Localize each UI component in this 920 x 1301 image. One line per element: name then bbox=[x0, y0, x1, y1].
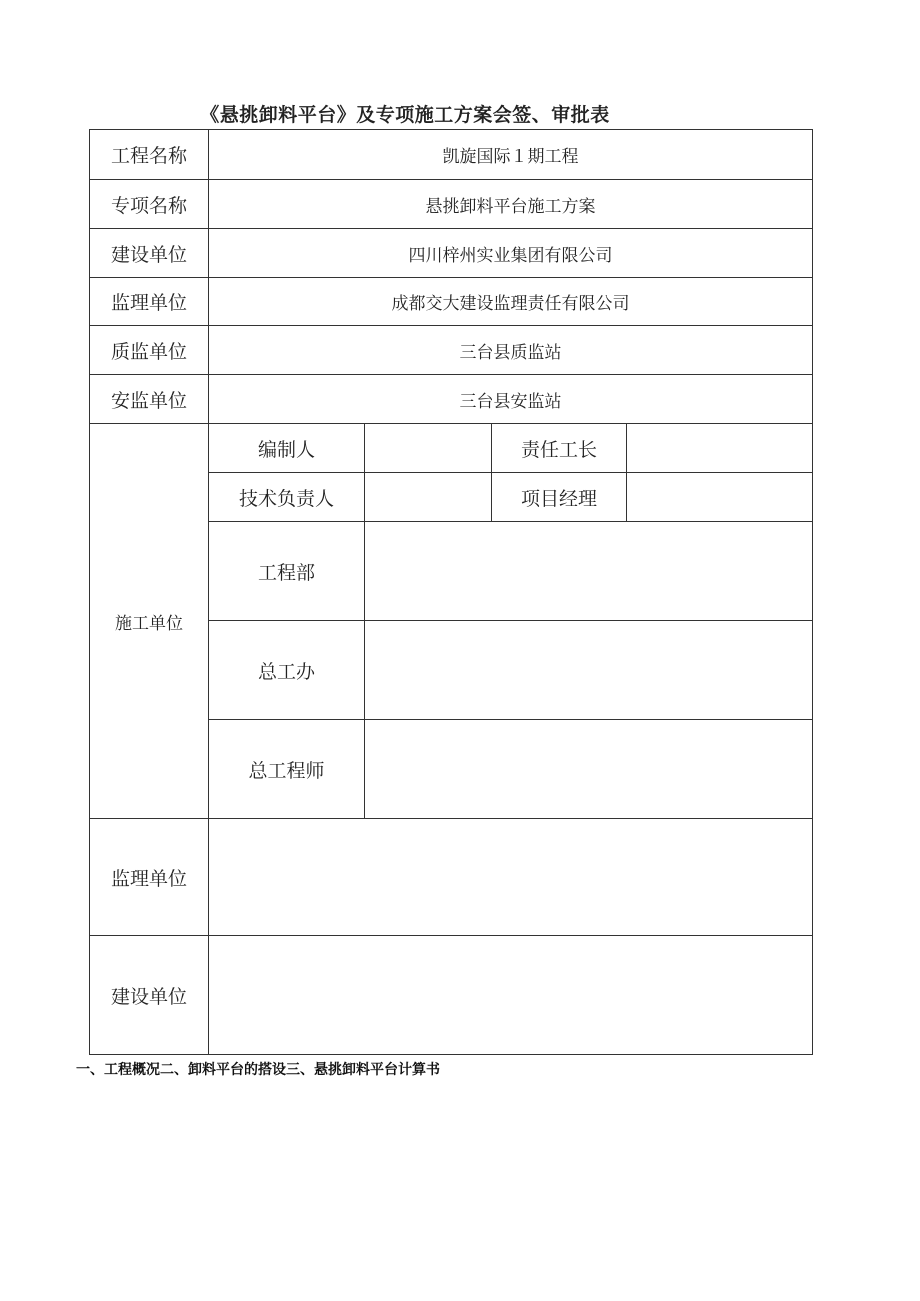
label-supervision-sign: 监理单位 bbox=[110, 867, 187, 890]
footer-outline: 一、工程概况二、卸料平台的搭设三、悬挑卸料平台计算书 bbox=[76, 1062, 440, 1078]
label-chief-office: 总工办 bbox=[257, 660, 315, 683]
page-title: 《悬挑卸料平台》及专项施工方案会签、审批表 bbox=[200, 104, 610, 126]
sign-supervision[interactable] bbox=[209, 819, 812, 935]
label-construction-unit: 施工单位 bbox=[115, 613, 183, 634]
label-project-manager: 项目经理 bbox=[520, 487, 597, 510]
label-owner-sign: 建设单位 bbox=[110, 985, 187, 1008]
label-quality-unit: 质监单位 bbox=[110, 340, 187, 363]
label-compiler: 编制人 bbox=[257, 438, 315, 461]
sign-engineering-dept[interactable] bbox=[365, 522, 812, 620]
label-special-name: 专项名称 bbox=[110, 194, 187, 217]
label-foreman: 责任工长 bbox=[520, 438, 597, 461]
label-engineering-dept: 工程部 bbox=[257, 561, 315, 584]
value-project-name: 凯旋国际１期工程 bbox=[442, 147, 579, 167]
label-owner-unit: 建设单位 bbox=[110, 243, 187, 266]
label-safety-unit: 安监单位 bbox=[110, 389, 187, 412]
sign-owner[interactable] bbox=[209, 936, 812, 1054]
sign-compiler[interactable] bbox=[365, 424, 491, 472]
value-safety-unit: 三台县安监站 bbox=[459, 391, 562, 412]
label-tech-lead: 技术负责人 bbox=[238, 487, 334, 510]
label-chief-engineer: 总工程师 bbox=[248, 759, 325, 782]
value-special-name: 悬挑卸料平台施工方案 bbox=[425, 196, 596, 217]
value-owner-unit: 四川梓州实业集团有限公司 bbox=[408, 245, 613, 266]
sign-project-manager[interactable] bbox=[627, 473, 812, 521]
label-project-name: 工程名称 bbox=[110, 145, 187, 167]
value-supervisor-unit: 成都交大建设监理责任有限公司 bbox=[391, 294, 630, 314]
sign-chief-engineer[interactable] bbox=[365, 720, 812, 818]
sign-foreman[interactable] bbox=[627, 424, 812, 472]
value-quality-unit: 三台县质监站 bbox=[459, 342, 562, 363]
sign-tech-lead[interactable] bbox=[365, 473, 491, 521]
label-supervisor-unit: 监理单位 bbox=[110, 292, 187, 314]
sign-chief-office[interactable] bbox=[365, 621, 812, 719]
